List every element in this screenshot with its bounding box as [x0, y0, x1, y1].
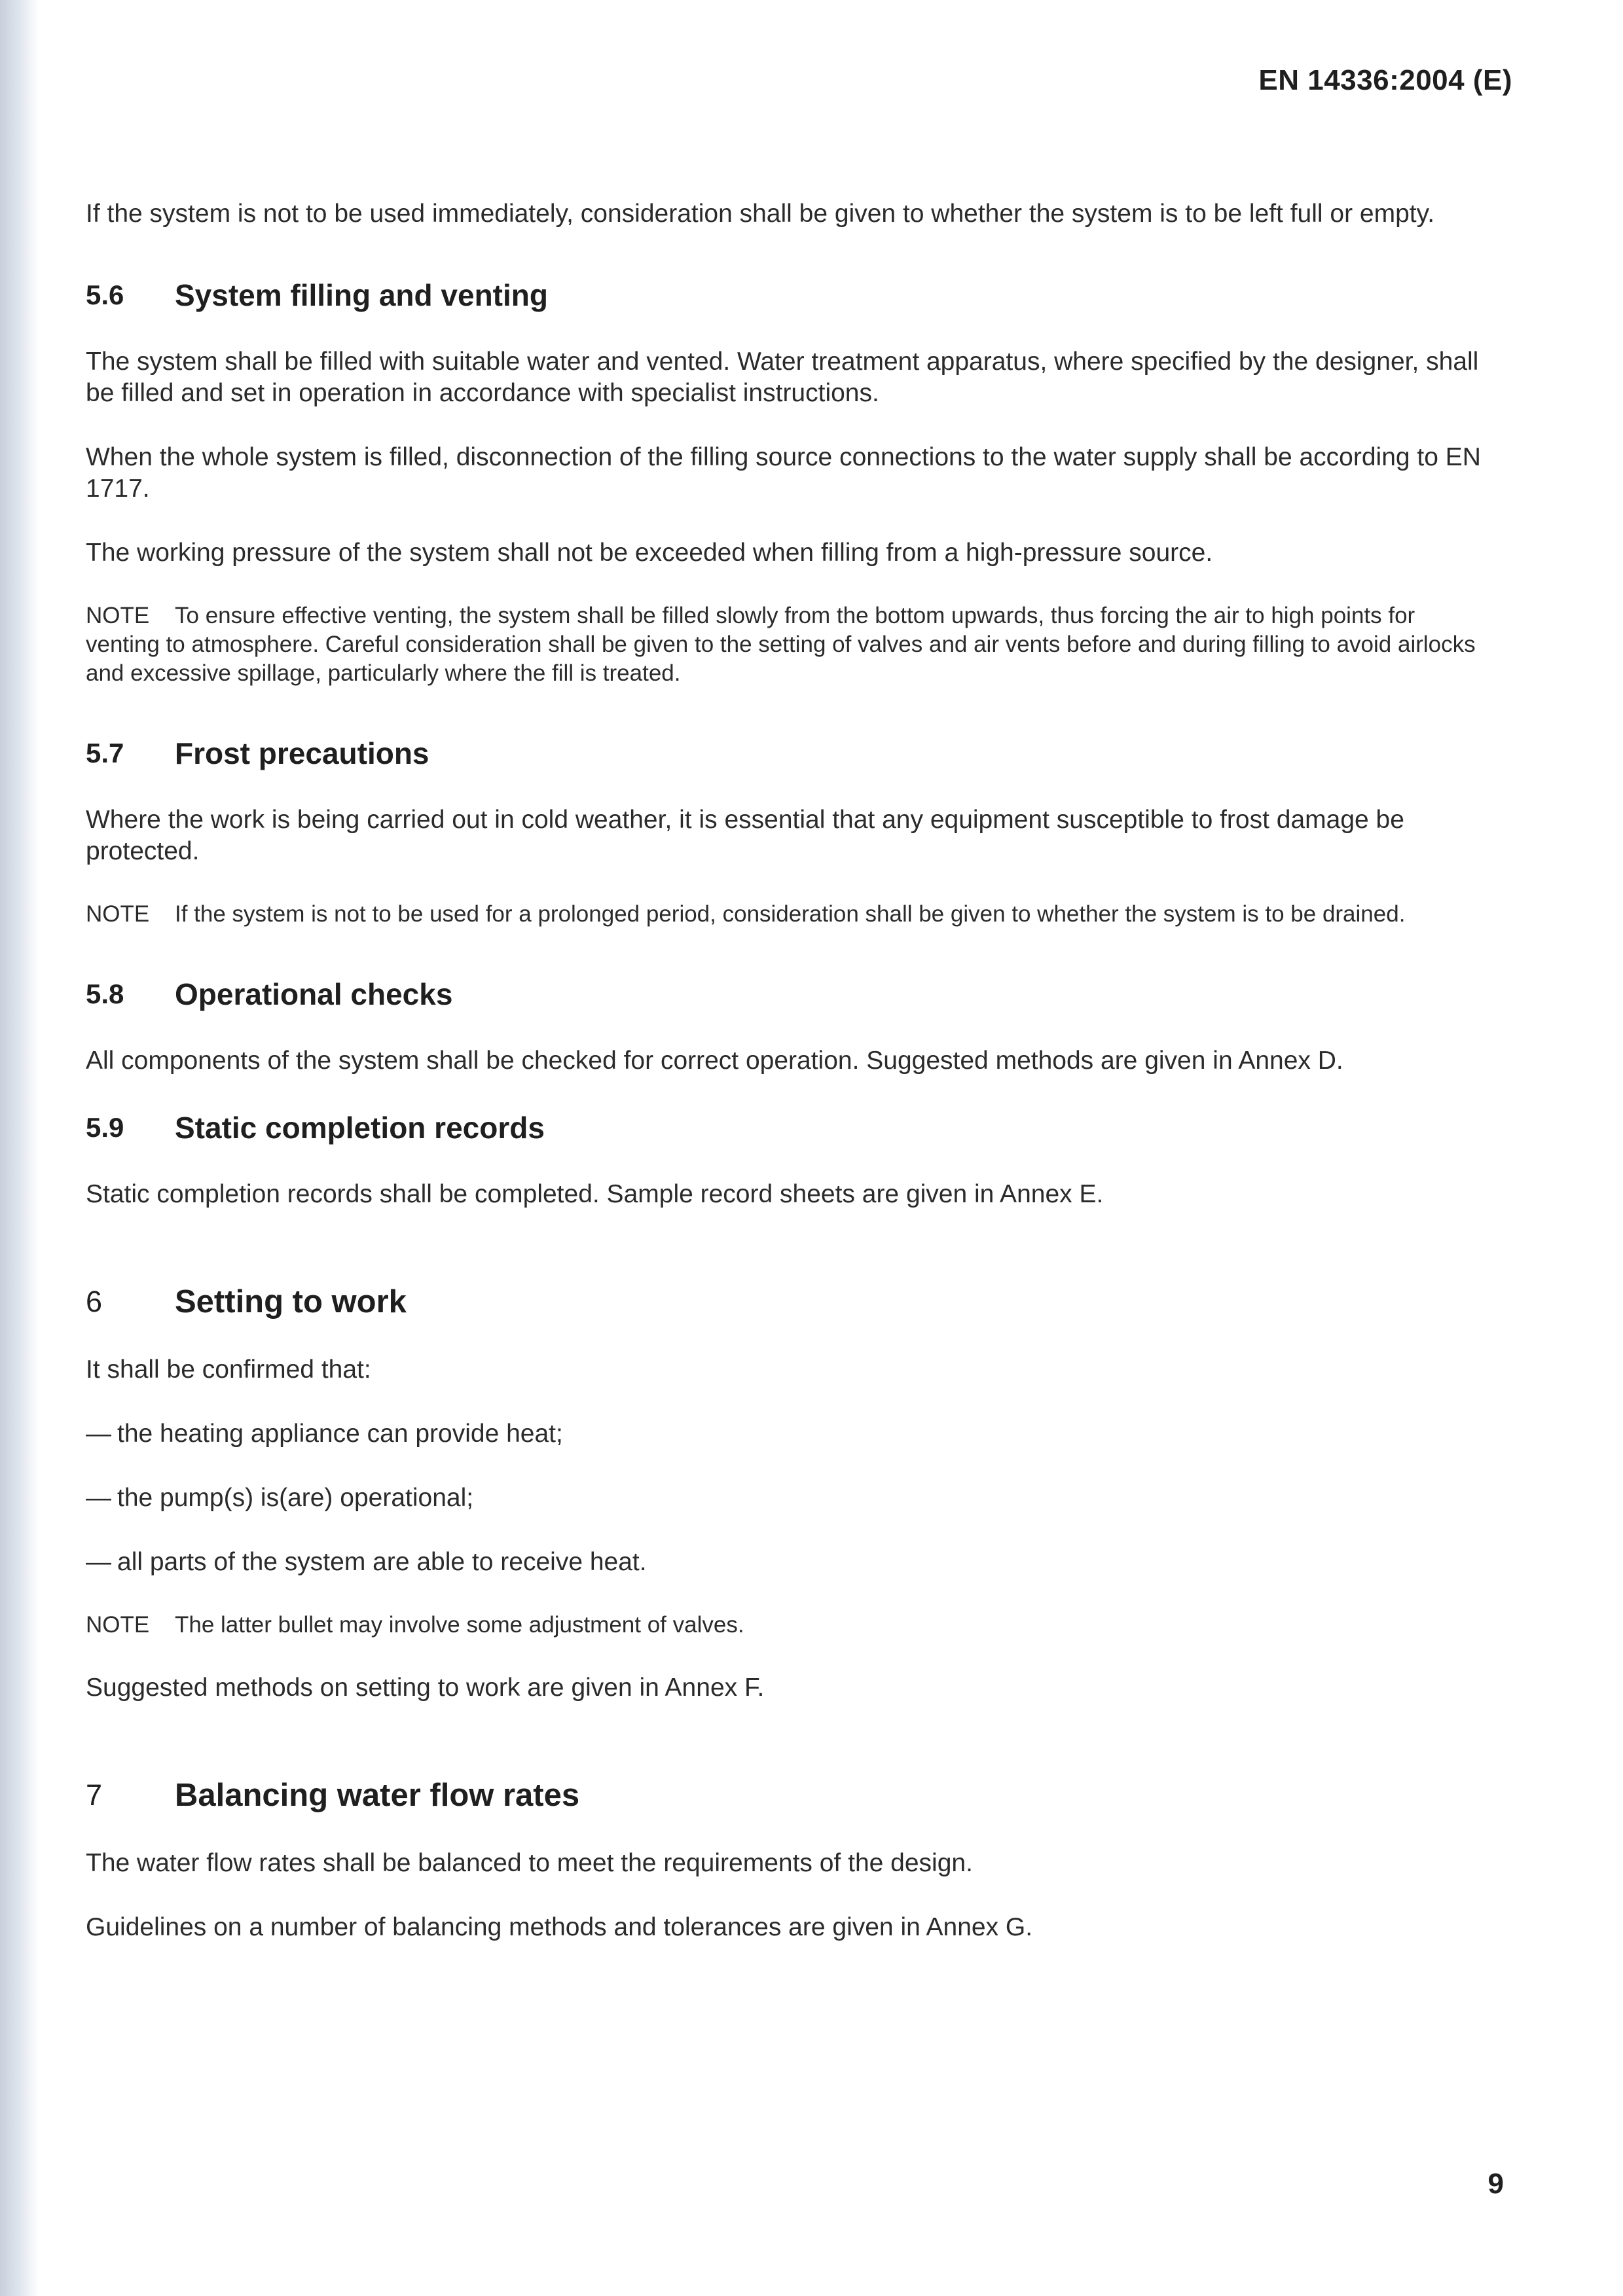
- paragraph: It shall be confirmed that:: [86, 1355, 371, 1384]
- list-item-text: the pump(s) is(are) operational;: [117, 1484, 474, 1512]
- section-title: Frost precautions: [175, 736, 429, 770]
- note-label: NOTE: [86, 901, 150, 927]
- note: [86, 900, 1493, 929]
- note-label: NOTE: [86, 1612, 150, 1638]
- section-number: 6: [86, 1285, 103, 1318]
- section-number: 5.7: [86, 738, 124, 768]
- section-5-8-heading: [86, 976, 1493, 1013]
- intro-paragraph: If the system is not to be used immediately, consideration shall be given to whether the system is to be left full or empty.: [86, 200, 1435, 228]
- section-5-6-heading: [86, 277, 1493, 314]
- list-item: [86, 1418, 1493, 1450]
- list-dash: —: [86, 1548, 111, 1576]
- section-5-7-heading: [86, 735, 1493, 772]
- list-item: [86, 1482, 1493, 1514]
- section-title: Balancing water flow rates: [175, 1778, 580, 1813]
- section-5-9-heading: [86, 1109, 1493, 1146]
- list-item-text: all parts of the system are able to receive heat.: [117, 1548, 647, 1576]
- paragraph: Guidelines on a number of balancing methods and tolerances are given in Annex G.: [86, 1913, 1033, 1941]
- section-title: Static completion records: [175, 1111, 545, 1145]
- page-content: [86, 198, 1493, 1943]
- paragraph: Where the work is being carried out in cold weather, it is essential that any equipment susceptible to frost damage be protected.: [86, 806, 1404, 865]
- note: [86, 601, 1493, 688]
- paragraph: The working pressure of the system shall not be exceeded when filling from a high-pressure source.: [86, 539, 1213, 567]
- paragraph: The water flow rates shall be balanced to meet the requirements of the design.: [86, 1849, 973, 1877]
- note-text: The latter bullet may involve some adjustment of valves.: [175, 1612, 744, 1638]
- paragraph: Suggested methods on setting to work are given in Annex F.: [86, 1674, 765, 1702]
- list-dash: —: [86, 1420, 111, 1448]
- section-title: System filling and venting: [175, 278, 548, 312]
- paragraph: The system shall be filled with suitable water and vented. Water treatment apparatus, where specified by the designer, shall be filled and set in operation in accordance with specialist instructions.: [86, 348, 1479, 407]
- section-number: 5.8: [86, 978, 124, 1009]
- section-number: 5.9: [86, 1112, 124, 1143]
- section-7-heading: [86, 1776, 1493, 1815]
- list-dash: —: [86, 1484, 111, 1512]
- paragraph: Static completion records shall be completed. Sample record sheets are given in Annex E.: [86, 1180, 1104, 1208]
- document-reference: EN 14336:2004 (E): [1258, 64, 1512, 96]
- paragraph: When the whole system is filled, disconnection of the filling source connections to the water supply shall be according to EN 1717.: [86, 443, 1481, 503]
- section-title: Setting to work: [175, 1284, 407, 1319]
- note-text: To ensure effective venting, the system shall be filled slowly from the bottom upwards, thus forcing the air to high points for venting to atmosphere. Careful consideration shall be given to the setting of valves and air vents before and during filling to avoid airlocks and excessive spillage, particularly where the fill is treated.: [86, 603, 1476, 686]
- section-title: Operational checks: [175, 977, 453, 1011]
- page-number: 9: [1487, 2168, 1504, 2200]
- note-label: NOTE: [86, 603, 150, 628]
- paragraph: All components of the system shall be checked for correct operation. Suggested methods are given in Annex D.: [86, 1047, 1343, 1075]
- section-number: 7: [86, 1778, 103, 1812]
- section-6-heading: [86, 1282, 1493, 1321]
- note: [86, 1611, 1493, 1640]
- section-number: 5.6: [86, 279, 124, 310]
- list-item: [86, 1547, 1493, 1578]
- note-text: If the system is not to be used for a prolonged period, consideration shall be given to whether the system is to be drained.: [175, 901, 1406, 927]
- list-item-text: the heating appliance can provide heat;: [117, 1420, 563, 1448]
